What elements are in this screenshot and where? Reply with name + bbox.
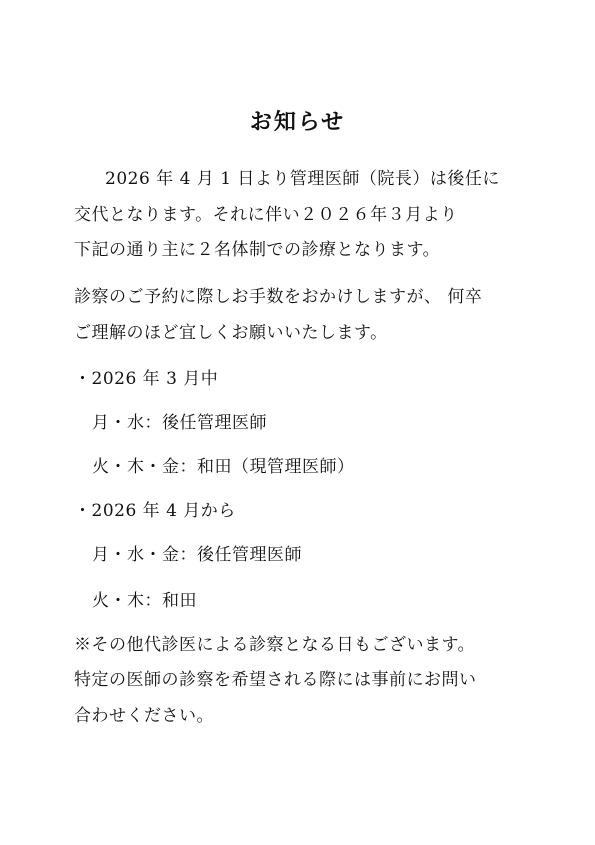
schedule-march-heading: ・2026 年 3 月中 [74,369,219,389]
paragraph2-line-1: 診察のご予約に際しお手数をおかけしますが、 何卒 [74,287,483,307]
notice-title: お知らせ [249,109,346,135]
paragraph1-line-3: 下記の通り主に２名体制での診療となります。 [74,240,441,260]
note-line-1: ※その他代診医による診察となる日もございます。 [74,635,476,655]
schedule-april-row-2: 火・木：和田 [92,591,197,611]
paragraph1-line-2: 交代となります。それに伴い２０２６年３月より [74,205,458,225]
schedule-march-row-1: 月・水：後任管理医師 [92,413,267,433]
schedule-march-row-2: 火・木・金：和田（現管理医師） [92,457,355,477]
schedule-april-heading: ・2026 年 4 月から [74,501,236,521]
note-line-3: 合わせください。 [74,706,214,726]
note-line-2: 特定の医師の診察を希望される際には事前にお問い [74,670,477,690]
paragraph2-line-2: ご理解のほど宜しくお願いいたします。 [74,323,388,343]
paragraph1-line-1: 2026 年 4 月 1 日より管理医師（院長）は後任に [105,169,500,189]
schedule-april-row-1: 月・水・金：後任管理医師 [92,545,302,565]
